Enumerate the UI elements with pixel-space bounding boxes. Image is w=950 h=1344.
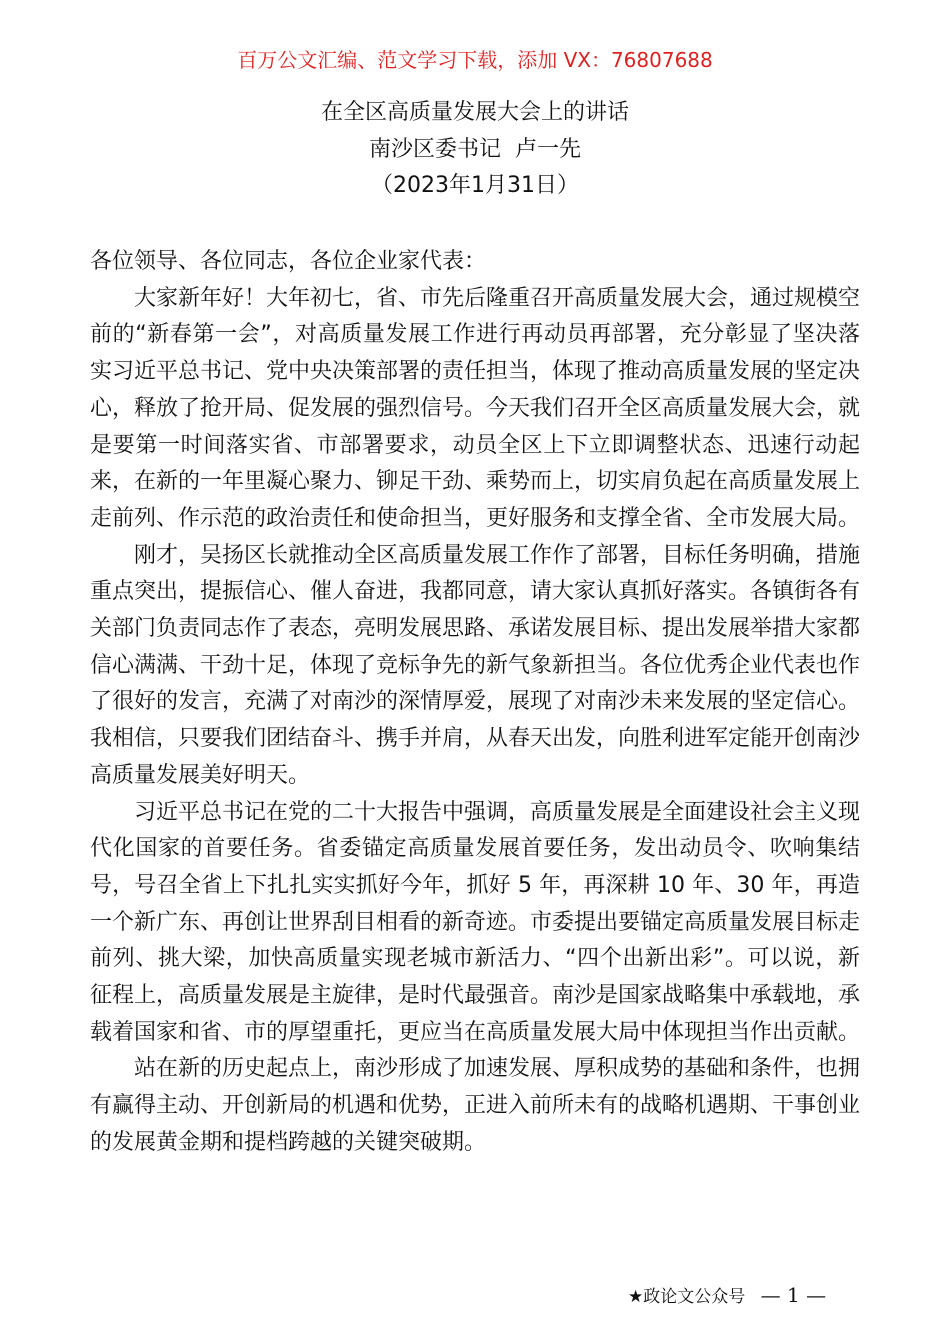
paragraph: 刚才，吴扬区长就推动全区高质量发展工作作了部署，目标任务明确，措施重点突出，提振信心、催人奋进，我都同意，请大家认真抓好落实。各镇街各有关部门负责同志作了表态，亮明发展思路、承诺发展目标、提出发展举措大家都信心满满、干劲十足，体现了竞标争先的新气象新担当。各位优秀企业代表也作了很好的发言，充满了对南沙的深情厚爱，展现了对南沙未来发展的坚定信心。我相信，只要我们团结奋斗、携手并肩，从春天出发，向胜利进军定能开创南沙高质量发展美好明天。 (90, 542, 861, 788)
page-number: — 1 — (760, 1283, 827, 1307)
download-banner: 百万公文汇编、范文学习下载，添加 VX：76807688 (237, 48, 713, 72)
speech-title: 在全区高质量发展大会上的讲话 (320, 100, 629, 125)
page-footer (628, 1282, 826, 1310)
paragraph: 站在新的历史起点上，南沙形成了加速发展、厚积成势的基础和条件，也拥有赢得主动、开创新局的机遇和优势，正进入前所未有的战略机遇期、干事创业的发展黄金期和提档跨越的关键突破期。 (90, 1056, 861, 1155)
footer-source: ★政论文公众号 (628, 1287, 746, 1307)
paragraph: 习近平总书记在党的二十大报告中强调，高质量发展是全面建设社会主义现代化国家的首要任务。省委锚定高质量发展首要任务，发出动员令、吹响集结号，号召全省上下扎扎实实抓好今年，抓好 5 年，再深耕 10 年、30 年，再造一个新广东、再创让世界刮目相看的新奇迹。市委提出要锚定高质量发展目标走前列、挑大梁，加快高质量实现老城市新活力、“四个出新出彩”。可以说，新征程上，高质量发展是主旋律，是时代最强音。南沙是国家战略集中承载地，承载着国家和省、市的厚望重托，更应当在高质量发展大局中体现担当作出贡献。 (90, 799, 861, 1045)
speech-date: （2023年1月31日） (371, 173, 579, 198)
speech-author: 南沙区委书记 卢一先 (369, 137, 581, 162)
speech-body (90, 244, 860, 1162)
paragraph: 大家新年好！大年初七，省、市先后隆重召开高质量发展大会，通过规模空前的“新春第一会”，对高质量发展工作进行再动员再部署，充分彰显了坚决落实习近平总书记、党中央决策部署的责任担当，体现了推动高质量发展的坚定决心，释放了抢开局、促发展的强烈信号。今天我们召开全区高质量发展大会，就是要第一时间落实省、市部署要求，动员全区上下立即调整状态、迅速行动起来，在新的一年里凝心聚力、铆足干劲、乘势而上，切实肩负起在高质量发展上走前列、作示范的政治责任和使命担当，更好服务和支撑全省、全市发展大局。 (90, 285, 861, 531)
salutation: 各位领导、各位同志，各位企业家代表： (90, 249, 487, 274)
